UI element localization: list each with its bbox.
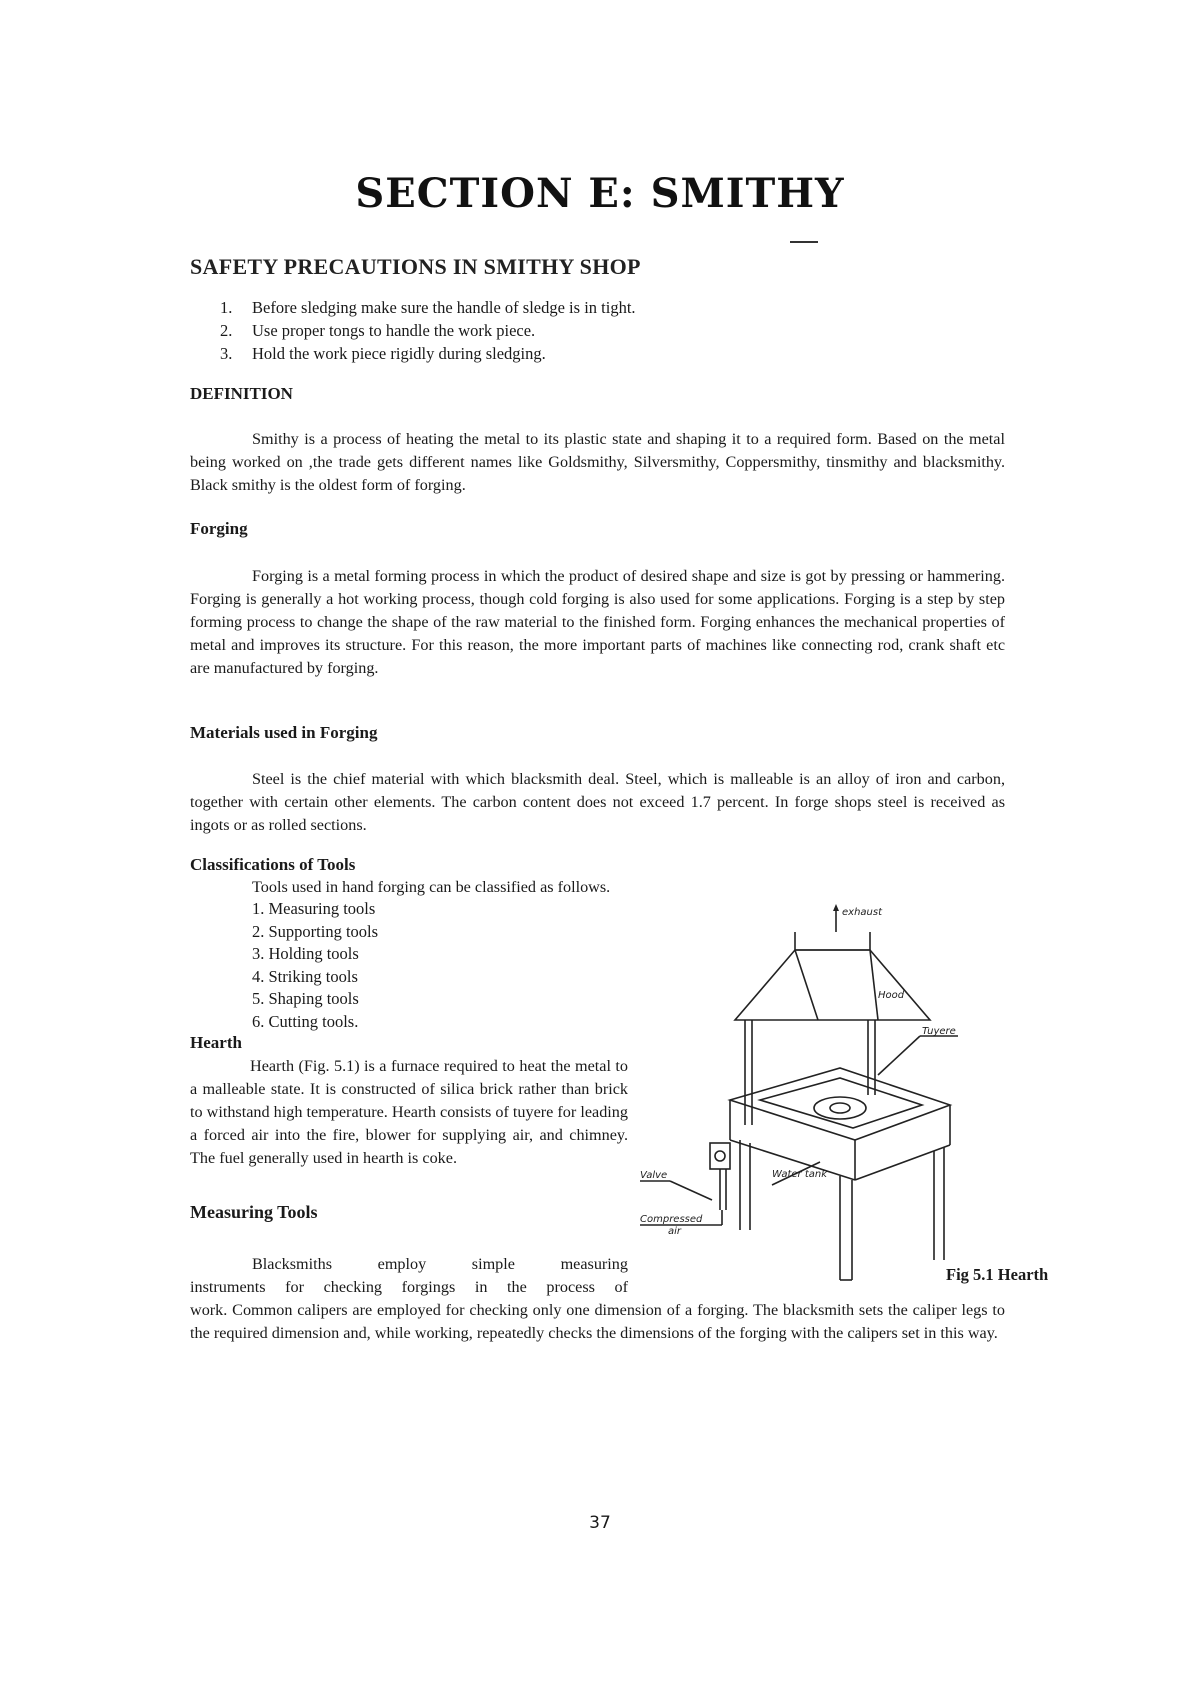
definition-heading: DEFINITION [190,384,293,403]
compressed-air-label: Compressed [640,1214,703,1225]
valve-label: Valve [640,1170,668,1181]
list-item: 3. Holding tools [252,944,359,964]
list-item: 2. Use proper tongs to handle the work piece. [220,321,536,340]
list-item: 5. Shaping tools [252,989,359,1009]
safety-list [220,296,840,365]
water-tank-label: Water tank [772,1169,828,1180]
hearth-heading: Hearth [190,1033,242,1052]
figure-caption: Fig 5.1 Hearth [946,1265,1049,1284]
hood-label: Hood [878,990,905,1001]
tools-list [252,898,378,1034]
tuyere-leader [878,1036,920,1075]
hearth-paragraph: Hearth (Fig. 5.1) is a furnace required to heat the metal to a malleable state. It is constructed of silica brick rather than brick to withstand high temperature. Hearth consists of tuyere for leading a forced air into the fire, blower for supplying air, and chimney. The fuel generally used in hearth is coke. [190,1057,628,1167]
hood-edge [795,950,818,1020]
valve-leader [670,1181,712,1200]
hood-edge [870,950,878,1020]
forging-paragraph: Forging is a metal forming process in which the product of desired shape and size is got by pressing or hammering. Forging is generally a hot working process, though cold forging is also used for some applications. Forging is a step by step forming process to change the shape of the raw material to the finished form. Forging enhances the mechanical properties of metal and improves its structure. For this reason, the more important parts of machines like connecting rod, crank shaft etc are manufactured by forging. [190,567,1005,677]
measuring-heading: Measuring Tools [190,1202,318,1222]
list-item: 3. Hold the work piece rigidly during sledging. [220,344,546,363]
safety-heading: SAFETY PRECAUTIONS IN SMITHY SHOP [190,254,641,279]
compressed-air-label: air [668,1226,682,1237]
page-title: SECTION E: SMITHY [355,170,845,217]
materials-heading: Materials used in Forging [190,723,378,742]
hearth-bottom [855,1145,950,1180]
hearth-diagram [640,900,1020,1290]
exhaust-arrow-head [833,904,839,911]
list-item: 1. Before sledging make sure the handle of sledge is in tight. [220,298,636,317]
classifications-intro: Tools used in hand forging can be classified as follows. [252,878,611,896]
list-item: 4. Striking tools [252,966,358,986]
classifications-heading: Classifications of Tools [190,855,356,874]
measuring-paragraph: Blacksmiths employ simple measuring instruments for checking forgings in the process of work. Common calipers are employed for checking only one dimension of a forging. The blacksmith sets the caliper legs to the required dimension and, while working, repeatedly checks the dimensions of the forging with the calipers set in this way. [190,1255,1005,1342]
valve-wheel [715,1151,725,1161]
tuyere-label: Tuyere [922,1026,956,1037]
list-item: 1. Measuring tools [252,899,376,918]
materials-paragraph: Steel is the chief material with which blacksmith deal. Steel, which is malleable is an alloy of iron and carbon, together with certain other elements. The carbon content does not exceed 1.7 percent. In forge shops steel is received as ingots or as rolled sections. [190,770,1005,834]
tuyere-opening [814,1097,866,1119]
hood [735,950,930,1020]
exhaust-label: exhaust [842,907,883,918]
page-number: 37 [589,1513,611,1533]
scan-speck [790,241,818,243]
tuyere-opening-inner [830,1103,850,1113]
definition-paragraph: Smithy is a process of heating the metal to its plastic state and shaping it to a required form. Based on the metal being worked on ,the trade gets different names like Goldsmithy, Silversmithy, Coppersmithy, tinsmithy and blacksmithy. Black smithy is the oldest form of forging. [190,430,1005,494]
list-item: 6. Cutting tools. [252,1011,359,1031]
list-item: 2. Supporting tools [252,921,379,941]
forging-heading: Forging [190,519,248,538]
valve-body [710,1143,730,1169]
